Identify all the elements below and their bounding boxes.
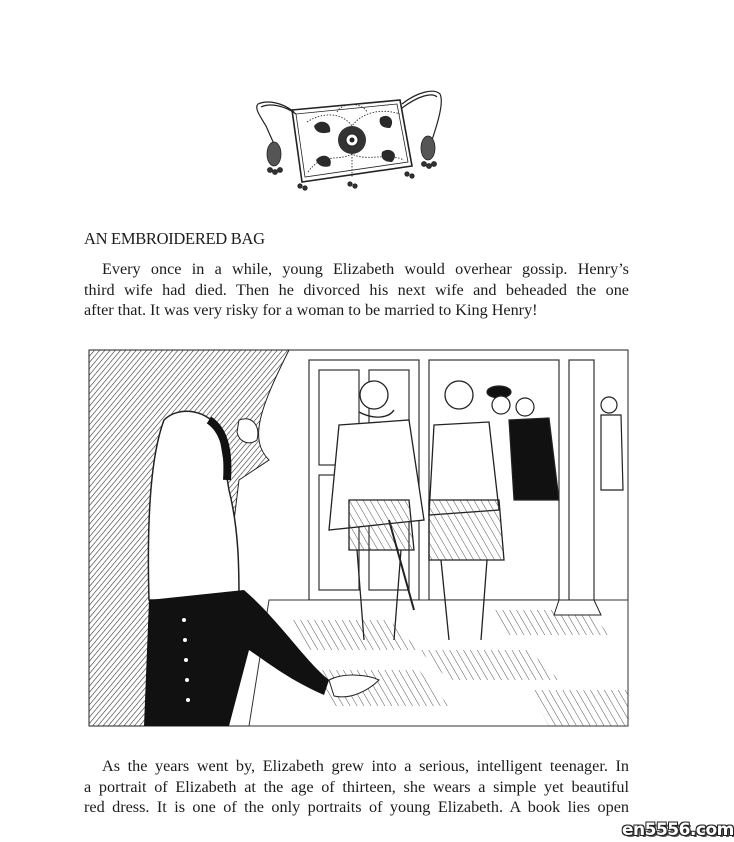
pillar-base <box>554 600 601 615</box>
paragraph-line: As the years went by, Elizabeth grew into a serious, intelligent teenager. In <box>102 757 629 775</box>
paragraph-line: a portrait of Elizabeth at the age of thirteen, she wears a simple yet beautiful <box>84 777 629 796</box>
watermark: en5556.com <box>622 820 734 840</box>
embroidered-bag-illustration <box>252 82 452 194</box>
paragraph-line: Every once in a while, young Elizabeth would overhear gossip. Henry’s <box>102 260 629 278</box>
paragraph-1 <box>84 259 629 321</box>
paragraph-line: third wife had died. Then he divorced his next wife and beheaded the one <box>84 280 629 299</box>
paragraph-line: red dress. It is one of the only portraits of young Elizabeth. A book lies open <box>84 798 629 816</box>
flower-motif <box>338 126 366 154</box>
court-scene-illustration <box>89 350 628 726</box>
paragraph-line: after that. It was very risky for a woman to be married to King Henry! <box>84 301 538 319</box>
section-heading: AN EMBROIDERED BAG <box>84 229 265 248</box>
paragraph-2 <box>84 756 629 818</box>
